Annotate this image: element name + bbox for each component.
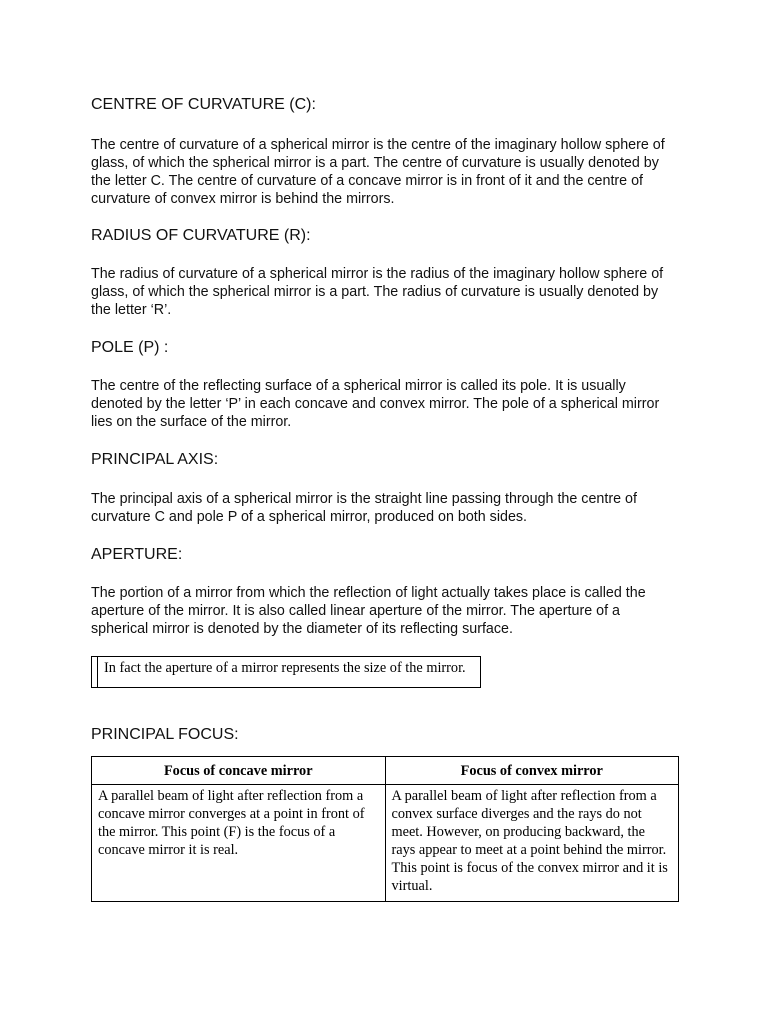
heading-radius-of-curvature: RADIUS OF CURVATURE (R): [91,227,311,244]
heading-principal-axis: PRINCIPAL AXIS: [91,451,219,468]
aperture-note-box: In fact the aperture of a mirror represents the size of the mirror. [91,656,481,688]
header-concave: Focus of concave mirror [92,757,386,785]
cell-convex-description: A parallel beam of light after reflection from a convex surface diverges and the rays do not meet. However, on producing backward, the rays appear to meet at a point behind the mirror. This point is focus of the convex mirror and it is virtual. [385,785,679,902]
paragraph-radius-of-curvature: The radius of curvature of a spherical mirror is the radius of the imaginary hollow sphere of glass, of which the spherical mirror is a part. The radius of curvature is usually denoted by the letter ‘R’. [91,266,664,318]
heading-principal-focus: PRINCIPAL FOCUS: [91,726,239,743]
paragraph-aperture: The portion of a mirror from which the reflection of light actually takes place is called the aperture of the mirror. It is also called linear aperture of the mirror. The aperture of a spherical mirror is denoted by the diameter of its reflecting surface. [91,585,646,637]
paragraph-pole: The centre of the reflecting surface of a spherical mirror is called its pole. It is usually denoted by the letter ‘P’ in each concave and convex mirror. The pole of a spherical mirror lies on the surface of the mirror. [91,378,660,430]
paragraph-centre-of-curvature: The centre of curvature of a spherical mirror is the centre of the imaginary hollow sphere of glass, of which the spherical mirror is a part. The centre of curvature is usually denoted by the letter C. The centre of curvature of a concave mirror is in front of it and the centre of curvature of convex mirror is behind the mirrors. [91,137,665,207]
document-content [91,96,681,902]
header-convex: Focus of convex mirror [385,757,679,785]
heading-pole: POLE (P) : [91,339,169,356]
paragraph-principal-axis: The principal axis of a spherical mirror is the straight line passing through the centre of curvature C and pole P of a spherical mirror, produced on both sides. [91,491,637,525]
heading-aperture: APERTURE: [91,546,183,563]
heading-centre-of-curvature: CENTRE OF CURVATURE (C): [91,96,316,113]
table-header-row [92,757,679,785]
cell-concave-description: A parallel beam of light after reflection from a concave mirror converges at a point in front of the mirror. This point (F) is the focus of a concave mirror it is real. [92,785,386,902]
table-row [92,785,679,902]
focus-comparison-table [91,756,679,902]
